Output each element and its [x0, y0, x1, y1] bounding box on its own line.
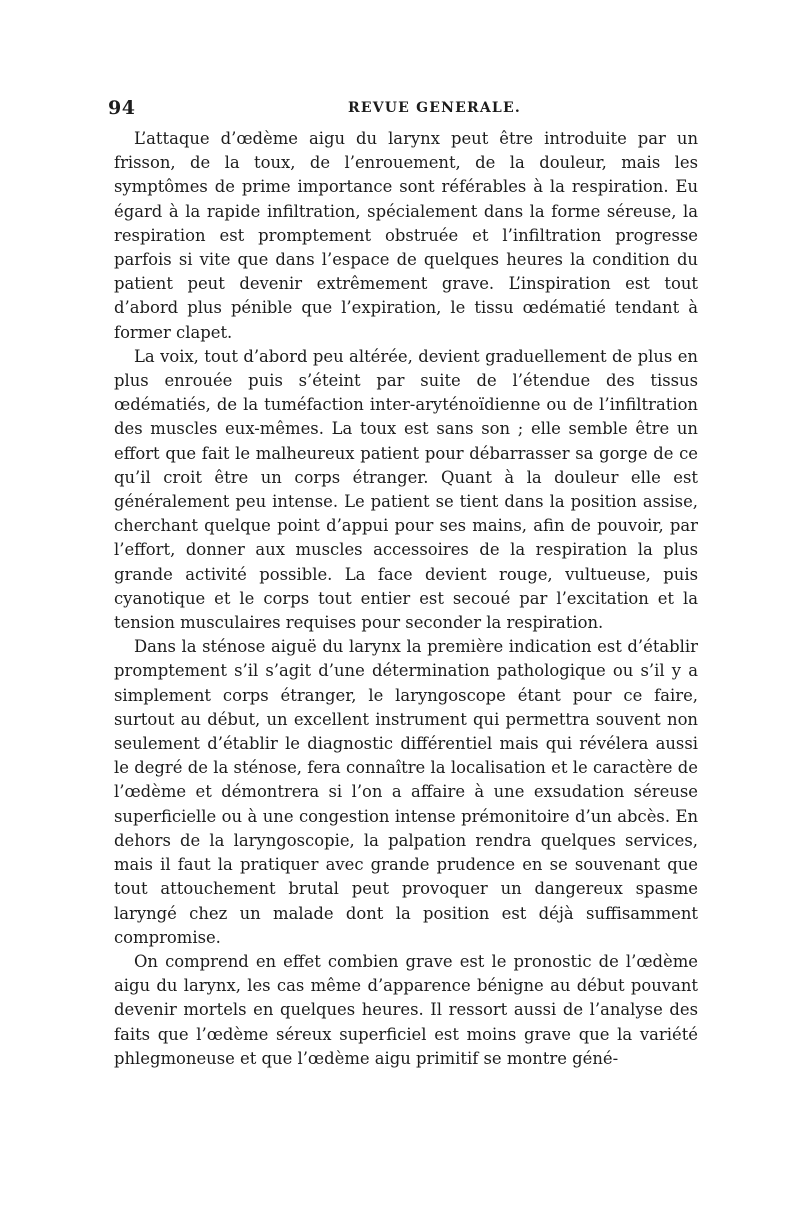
paragraph-2: La voix, tout d’abord peu altérée, devient graduellement de plus en plus enrouée puis s’éteint par suite de l’étendue des tissus œdématiés, de la tuméfaction inter-aryténoïdienne ou de l’infiltration des muscles eux-mêmes. La toux est sans son ; elle semble être un effort que fait le malheureux patient pour débarrasser sa gorge de ce qu’il croit être un corps étranger. Quant à la douleur elle est généralement peu intense. Le patient se tient dans la position assise, cherchant quelque point d’appui pour ses mains, afin de pouvoir, par l’effort, donner aux muscles accessoires de la respiration la plus grande activité possible. La face devient rouge, vultueuse, puis cyanotique et le corps tout entier est secoué par l’excitation et la tension musculaires requises pour seconder la respiration.: [114, 346, 698, 633]
page-number: 94: [108, 97, 136, 119]
paragraph-4: On comprend en effet combien grave est le pronostic de l’œdème aigu du larynx, les cas même d’apparence bénigne au début pouvant devenir mortels en quelques heures. Il ressort aussi de l’analyse des faits que l’œdème séreux superficiel est moins grave que la variété phlegmoneuse et que l’œdème aigu primitif se montre géné-: [114, 951, 698, 1068]
paragraph-1: L’attaque d’œdème aigu du larynx peut être introduite par un frisson, de la toux, de l’enrouement, de la douleur, mais les symptômes de prime importance sont référables à la respiration. Eu égard à la rapide infiltration, spécialement dans la forme séreuse, la respiration est promptement obstruée et l’infiltration progresse parfois si vite que dans l’espace de quelques heures la condition du patient peut devenir extrêmement grave. L’inspiration est tout d’abord plus pénible que l’expiration, le tissu œdématié tendant à former clapet.: [114, 129, 698, 342]
running-header: [108, 97, 708, 119]
paragraph-3: Dans la sténose aiguë du larynx la première indication est d’établir promptement s’il s’agit d’une détermination pathologique ou s’il y a simplement corps étranger, le laryngoscope étant pour ce faire, surtout au début, un excellent instrument qui permettra souvent non seulement d’établir le diagnostic différentiel mais qui révélera aussi le degré de la sténose, fera connaître la localisation et le caractère de l’œdème et démontrera si l’on a affaire à une exsudation séreuse superficielle ou à une congestion intense prémonitoire d’un abcès. En dehors de la laryngoscopie, la palpation rendra quelques services, mais il faut la pratiquer avec grande prudence en se souvenant que tout attouchement brutal peut provoquer un dangereux spasme laryngé chez un malade dont la position est déjà suffisamment compromise.: [114, 637, 698, 947]
header-title: REVUE GENERALE.: [348, 100, 521, 116]
body-text: [114, 127, 698, 1071]
